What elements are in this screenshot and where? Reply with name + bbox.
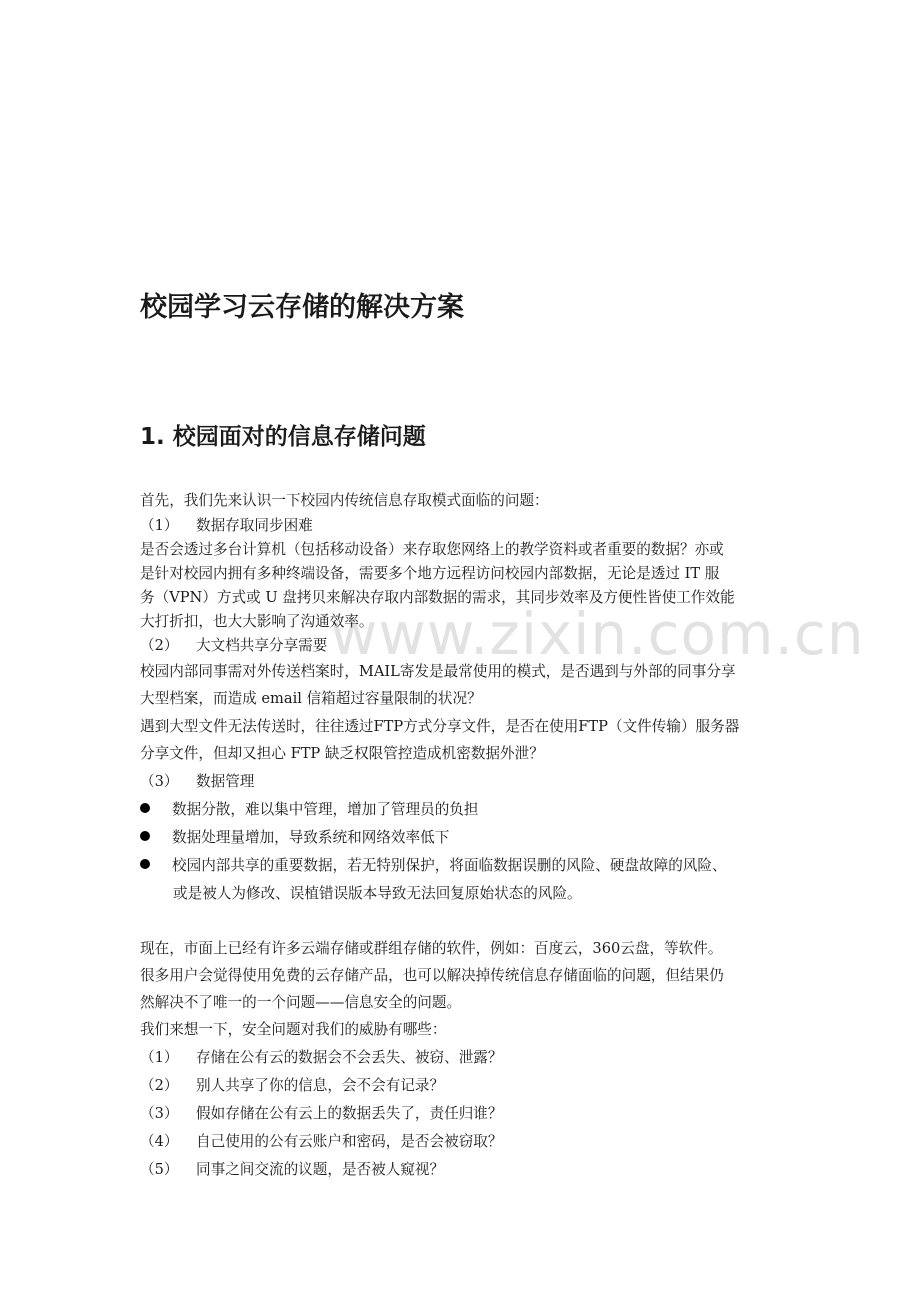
item-number: （2） (140, 637, 179, 654)
body-line: 校园内部同事需对外传送档案时，MAIL寄发是最常使用的模式，是否遇到与外部的同事分享 (140, 663, 736, 680)
section-title: 校园面对的信息存储问题 (172, 424, 426, 450)
body-line: 大打折扣，也大大影响了沟通效率。 (140, 613, 374, 630)
bullet-continuation: 或是被人为修改、误植错误版本导致无法回复原始状态的风险。 (173, 885, 582, 902)
body-line: 是否会透过多台计算机（包括移动设备）来存取您网络上的教学资料或者重要的数据？亦或 (140, 541, 724, 558)
item-number: （1） (140, 517, 179, 534)
threat-item (140, 1102, 502, 1123)
body-line: 我们来想一下，安全问题对我们的威胁有哪些： (140, 1021, 447, 1038)
threat-item (140, 1130, 502, 1151)
bullet-icon (140, 859, 150, 869)
item-number: （3） (140, 773, 179, 790)
intro-text: 首先，我们先来认识一下校园内传统信息存取模式面临的问题： (140, 492, 549, 509)
body-line: 然解决不了唯一的一个问题——信息安全的问题。 (140, 994, 462, 1011)
bullet-text: 数据分散，难以集中管理，增加了管理员的负担 (172, 801, 479, 818)
threat-text: 同事之间交流的议题，是否被人窥视？ (196, 1161, 445, 1178)
bullet-icon (140, 831, 150, 841)
threat-text: 存储在公有云的数据会不会丢失、被窃、泄露？ (196, 1049, 503, 1066)
threat-item (140, 1046, 502, 1067)
body-line: 分享文件，但却又担心 FTP 缺乏权限管控造成机密数据外泄？ (140, 745, 544, 762)
threat-text: 假如存储在公有云上的数据丢失了，责任归谁？ (196, 1105, 503, 1122)
item-heading (140, 770, 254, 791)
threat-text: 别人共享了你的信息，会不会有记录？ (196, 1077, 445, 1094)
document-title: 校园学习云存储的解决方案 (140, 292, 464, 323)
item-title: 数据存取同步困难 (196, 517, 313, 534)
item-heading (140, 634, 327, 655)
threat-number: （2） (140, 1077, 179, 1094)
bullet-item (140, 826, 449, 847)
threat-text: 自己使用的公有云账户和密码，是否会被窃取？ (196, 1133, 503, 1150)
bullet-icon (140, 803, 150, 813)
body-line: 大型档案，而造成 email 信箱超过容量限制的状况？ (140, 690, 482, 707)
section-heading (140, 418, 426, 451)
watermark: www.zixin.com.cn (330, 600, 865, 668)
item-title: 数据管理 (196, 773, 255, 790)
body-line: 是针对校园内拥有多种终端设备，需要多个地方远程访问校园内部数据，无论是透过 IT 服 (140, 565, 720, 582)
item-title: 大文档共享分享需要 (196, 637, 328, 654)
threat-item (140, 1074, 444, 1095)
body-line: 遇到大型文件无法传送时，往往透过FTP方式分享文件，是否在使用FTP（文件传输）服务器 (140, 718, 740, 735)
bullet-item (140, 854, 727, 875)
threat-number: （3） (140, 1105, 179, 1122)
body-line: 很多用户会觉得使用免费的云存储产品，也可以解决掉传统信息存储面临的问题，但结果仍 (140, 967, 724, 984)
section-number: 1. (140, 424, 165, 450)
body-line: 务（VPN）方式或 U 盘拷贝来解决存取内部数据的需求，其同步效率及方便性皆使工作效能 (140, 589, 735, 606)
threat-item (140, 1158, 444, 1179)
body-line: 现在，市面上已经有许多云端存储或群组存储的软件，例如：百度云，360云盘，等软件。 (140, 940, 723, 957)
bullet-text: 校园内部共享的重要数据，若无特别保护，将面临数据误删的风险、硬盘故障的风险、 (172, 857, 727, 874)
bullet-text: 数据处理量增加，导致系统和网络效率低下 (172, 829, 450, 846)
bullet-item (140, 798, 478, 819)
threat-number: （1） (140, 1049, 179, 1066)
item-heading (140, 514, 313, 535)
threat-number: （4） (140, 1133, 179, 1150)
threat-number: （5） (140, 1161, 179, 1178)
